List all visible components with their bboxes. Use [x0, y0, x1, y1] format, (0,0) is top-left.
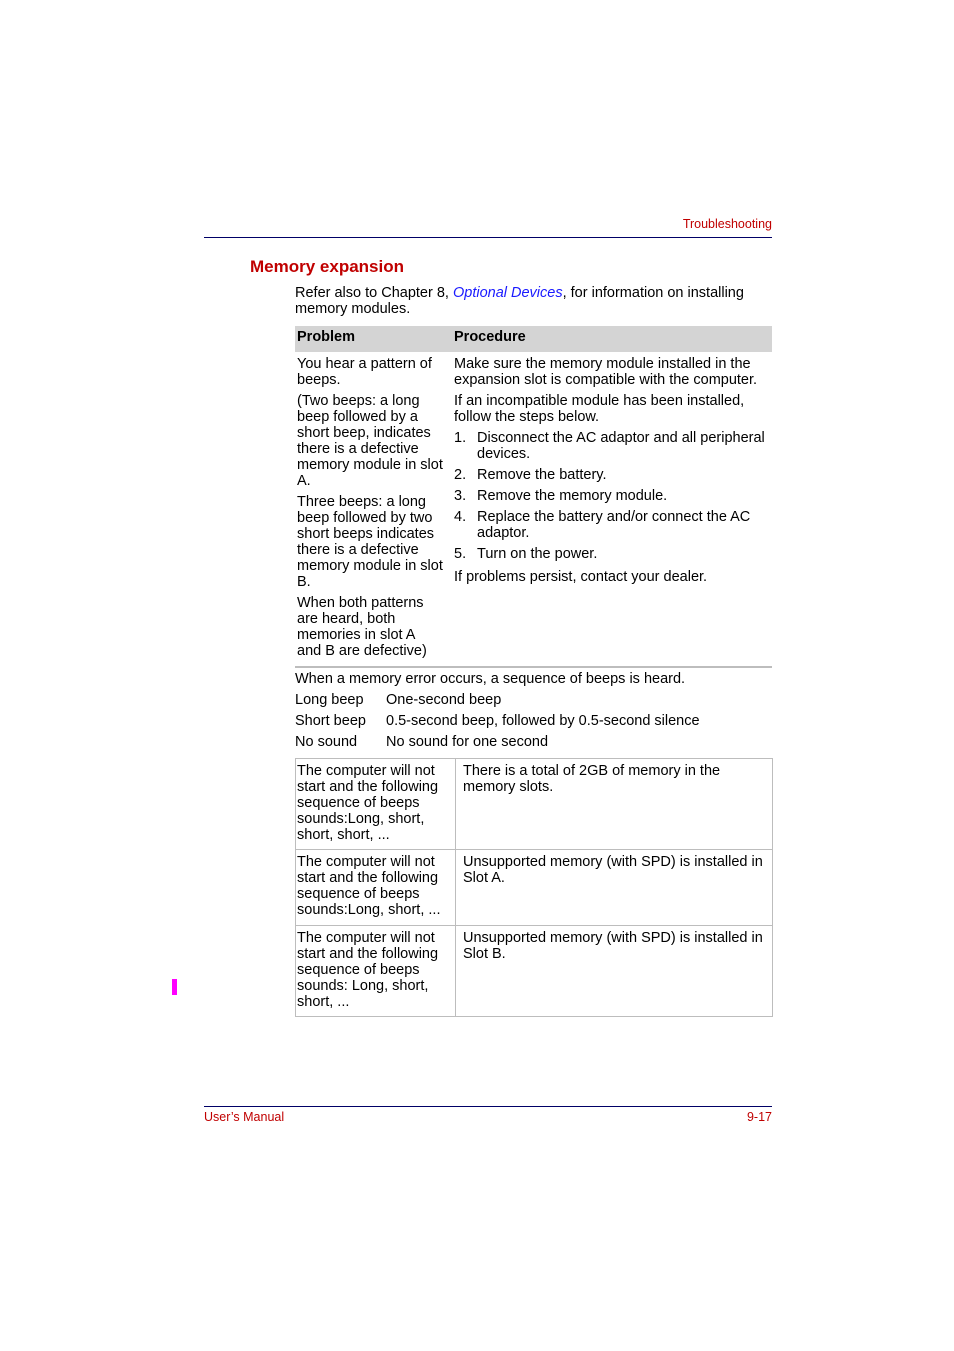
- problem-line: A.: [297, 473, 311, 489]
- problem-line: memory module in slot: [297, 558, 443, 574]
- section-title: Memory expansion: [250, 257, 404, 276]
- intro-line2: memory modules.: [295, 301, 411, 317]
- beep-intro: When a memory error occurs, a sequence of beeps is heard.: [295, 671, 686, 687]
- beep-table-right-cell: [463, 854, 769, 886]
- running-header: Troubleshooting: [682, 217, 772, 231]
- cell-line: sounds:Long, short, ...: [297, 902, 441, 918]
- cell-line: start and the following: [297, 779, 439, 795]
- page-number: 9-17: [746, 1110, 772, 1124]
- cell-line: Unsupported memory (with SPD) is installed in: [463, 854, 763, 870]
- problem-line: B.: [297, 574, 311, 590]
- cell-line: start and the following: [297, 946, 439, 962]
- procedure-line: expansion slot is compatible with the computer.: [454, 372, 758, 388]
- cell-line: Unsupported memory (with SPD) is installed in: [463, 930, 763, 946]
- step-line: Replace the battery and/or connect the AC: [477, 509, 751, 525]
- beep-term: Short beep: [295, 713, 366, 729]
- cell-line: sounds: Long, short,: [297, 978, 429, 994]
- step-item: [454, 509, 770, 541]
- beep-term: Long beep: [295, 692, 364, 708]
- step-item: [454, 430, 770, 462]
- beep-definition: No sound for one second: [386, 734, 549, 750]
- problem-line: there is a defective: [297, 542, 419, 558]
- procedure-outro: If problems persist, contact your dealer.: [454, 569, 708, 585]
- step-item: [454, 488, 770, 504]
- problem-line: When both patterns: [297, 595, 424, 611]
- cell-line: sequence of beeps: [297, 962, 420, 978]
- footer-rule: [204, 1106, 772, 1107]
- step-item: [454, 467, 770, 483]
- step-line: Turn on the power.: [477, 546, 598, 562]
- procedure-cell: [454, 356, 770, 585]
- problem-para: [297, 393, 447, 489]
- step-number: 2.: [454, 467, 467, 483]
- column-divider: [455, 759, 456, 1016]
- intro-prefix: Refer also to Chapter 8,: [295, 285, 453, 301]
- footer-manual-title: User’s Manual: [204, 1110, 285, 1124]
- step-line: Remove the battery.: [477, 467, 607, 483]
- cell-line: The computer will not: [297, 763, 435, 779]
- cell-line: The computer will not: [297, 854, 435, 870]
- step-number: 5.: [454, 546, 467, 562]
- beep-table-left-cell: [297, 930, 452, 1010]
- problem-line: memories in slot A: [297, 627, 416, 643]
- optional-devices-link[interactable]: Optional Devices: [452, 285, 563, 301]
- problem-line: (Two beeps: a long: [297, 393, 420, 409]
- problem-para: [297, 494, 447, 590]
- problem-line: Three beeps: a long: [297, 494, 426, 510]
- row-divider: [296, 849, 772, 850]
- header-problem: Problem: [297, 329, 356, 345]
- problem-line: short beeps indicates: [297, 526, 435, 542]
- cell-line: There is a total of 2GB of memory in the: [463, 763, 721, 779]
- step-number: 3.: [454, 488, 467, 504]
- problem-line: beep followed by a: [297, 409, 418, 425]
- beep-table-right-cell: [463, 763, 769, 795]
- step-number: 4.: [454, 509, 467, 525]
- step-item: [454, 546, 770, 562]
- intro-paragraph: [295, 285, 744, 317]
- cell-line: start and the following: [297, 870, 439, 886]
- problem-line: are heard, both: [297, 611, 396, 627]
- problem-line: and B are defective): [297, 643, 427, 659]
- step-line: devices.: [477, 446, 531, 462]
- cell-line: short, short, ...: [297, 827, 390, 843]
- intro-suffix: , for information on installing: [562, 285, 744, 301]
- header-procedure: Procedure: [454, 329, 526, 345]
- change-bar-marker: [172, 979, 177, 995]
- header-rule: [204, 237, 772, 238]
- problem-line: You hear a pattern of: [297, 356, 432, 372]
- problem-line: beep followed by two: [297, 510, 433, 526]
- table-header-row: [295, 326, 772, 352]
- procedure-line: If an incompatible module has been installed,: [454, 393, 745, 409]
- problem-line: short beep, indicates: [297, 425, 431, 441]
- procedure-para: [454, 393, 770, 425]
- step-line: Remove the memory module.: [477, 488, 668, 504]
- procedure-line: Make sure the memory module installed in the: [454, 356, 751, 372]
- beep-term: No sound: [295, 734, 358, 750]
- procedure-line: follow the steps below.: [454, 409, 600, 425]
- procedure-steps: [454, 430, 770, 562]
- step-number: 1.: [454, 430, 467, 446]
- cell-line: sequence of beeps: [297, 886, 420, 902]
- beep-pattern-table: [295, 758, 773, 1017]
- cell-line: Slot A.: [463, 870, 505, 886]
- beep-table-left-cell: [297, 763, 452, 843]
- problem-cell: [297, 356, 447, 664]
- problem-line: there is a defective: [297, 441, 419, 457]
- beep-definition: 0.5-second beep, followed by 0.5-second silence: [386, 713, 700, 729]
- step-line: Disconnect the AC adaptor and all peripheral: [477, 430, 765, 446]
- cell-line: The computer will not: [297, 930, 435, 946]
- problem-line: beeps.: [297, 372, 341, 388]
- problem-line: memory module in slot: [297, 457, 443, 473]
- problem-para: [297, 356, 447, 388]
- problem-para: [297, 595, 447, 659]
- cell-line: memory slots.: [463, 779, 554, 795]
- beep-table-left-cell: [297, 854, 452, 918]
- table-bottom-rule: [295, 666, 772, 668]
- beep-table-right-cell: [463, 930, 769, 962]
- cell-line: sequence of beeps: [297, 795, 420, 811]
- cell-line: short, ...: [297, 994, 350, 1010]
- row-divider: [296, 925, 772, 926]
- procedure-para: [454, 356, 770, 388]
- step-line: adaptor.: [477, 525, 530, 541]
- beep-definition: One-second beep: [386, 692, 502, 708]
- cell-line: Slot B.: [463, 946, 506, 962]
- cell-line: sounds:Long, short,: [297, 811, 425, 827]
